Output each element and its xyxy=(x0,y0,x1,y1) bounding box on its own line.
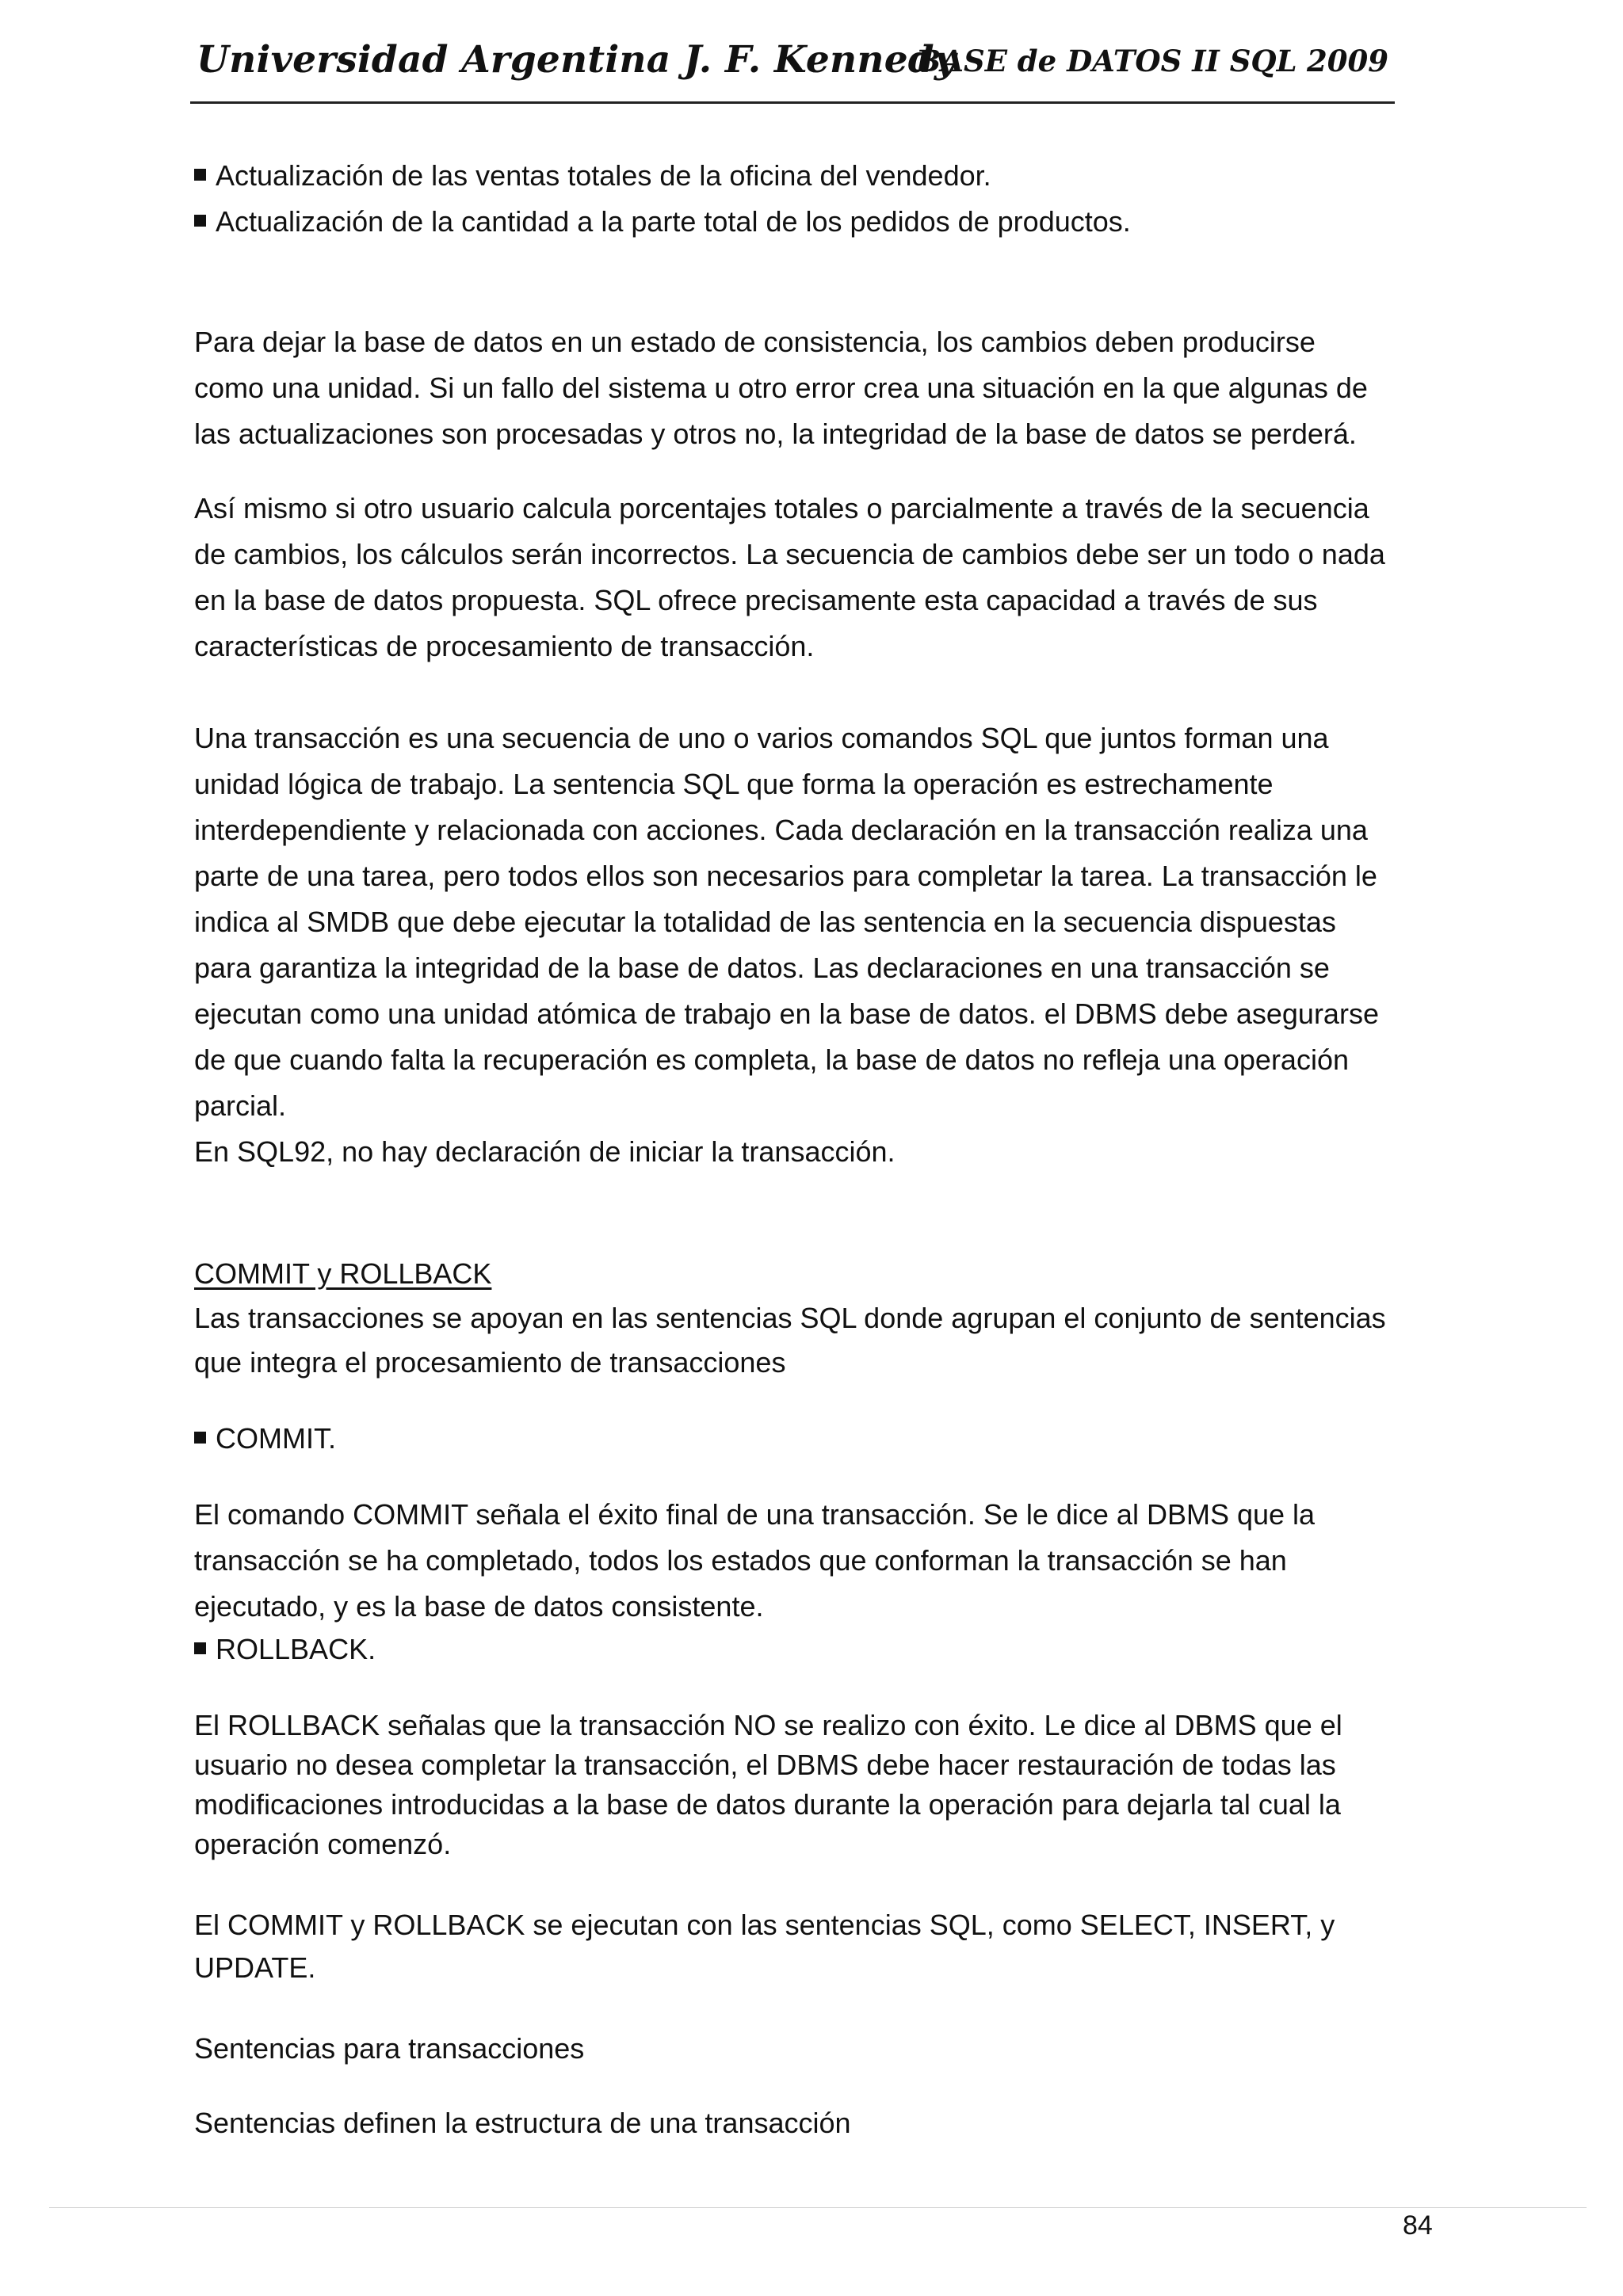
paragraph-line: las actualizaciones son procesadas y otros no, la integridad de la base de datos se perderá. xyxy=(194,418,1357,450)
footer-divider xyxy=(49,2207,1587,2208)
paragraph-line: Para dejar la base de datos en un estado de consistencia, los cambios deben producirse xyxy=(194,326,1316,358)
bullet-square-icon xyxy=(194,1642,206,1654)
paragraph-line: Las transacciones se apoyan en las sentencias SQL donde agrupan el conjunto de sentencias xyxy=(194,1302,1386,1334)
paragraph-line: ejecutado, y es la base de datos consistente. xyxy=(194,1590,764,1623)
paragraph-line: de que cuando falta la recuperación es completa, la base de datos no refleja una operación xyxy=(194,1043,1349,1076)
paragraph-line: como una unidad. Si un fallo del sistema u otro error crea una situación en la que algunas de xyxy=(194,372,1368,404)
paragraph-line: usuario no desea completar la transacción, el DBMS debe hacer restauración de todas las xyxy=(194,1749,1336,1781)
bullet-text: Actualización de las ventas totales de la oficina del vendedor. xyxy=(216,159,991,192)
paragraph-line: indica al SMDB que debe ejecutar la totalidad de las sentencia en la secuencia dispuestas xyxy=(194,906,1336,938)
paragraph-line: de cambios, los cálculos serán incorrectos. La secuencia de cambios debe ser un todo o nada xyxy=(194,538,1385,570)
header-year: 2009 xyxy=(1307,44,1388,78)
paragraph-line: ejecutan como una unidad atómica de trabajo en la base de datos. el DBMS debe asegurarse xyxy=(194,997,1379,1030)
header-course: BASE de DATOS II SQL xyxy=(916,44,1297,78)
paragraph-line: parte de una tarea, pero todos ellos son necesarios para completar la tarea. La transacción le xyxy=(194,860,1377,892)
paragraph-line: parcial. xyxy=(194,1089,287,1122)
paragraph-line: Así mismo si otro usuario calcula porcentajes totales o parcialmente a través de la secuencia xyxy=(194,492,1369,524)
page-number: 84 xyxy=(1403,2210,1433,2241)
bullet-square-icon xyxy=(194,169,206,181)
bullet-item-rollback xyxy=(194,1635,376,1664)
paragraph-line: UPDATE. xyxy=(194,1951,316,1984)
paragraph-line: El COMMIT y ROLLBACK se ejecutan con las sentencias SQL, como SELECT, INSERT, y xyxy=(194,1909,1335,1941)
bullet-item-commit xyxy=(194,1422,336,1455)
paragraph-line: interdependiente y relacionada con acciones. Cada declaración en la transacción realiza una xyxy=(194,814,1368,846)
bullet-square-icon xyxy=(194,1432,206,1444)
paragraph-line: El ROLLBACK señalas que la transacción NO se realizo con éxito. Le dice al DBMS que el xyxy=(194,1709,1342,1741)
bullet-text: ROLLBACK. xyxy=(216,1633,376,1665)
paragraph-line: El comando COMMIT señala el éxito final de una transacción. Se le dice al DBMS que la xyxy=(194,1498,1316,1531)
bullet-item xyxy=(194,205,1131,238)
bullet-text: COMMIT. xyxy=(216,1422,336,1455)
bullet-item xyxy=(194,159,991,192)
bullet-square-icon xyxy=(194,215,206,227)
header-university: Universidad Argentina J. F. Kennedy xyxy=(197,38,957,82)
paragraph-line: modificaciones introducidas a la base de datos durante la operación para dejarla tal cual la xyxy=(194,1788,1341,1821)
paragraph-line: unidad lógica de trabajo. La sentencia SQL que forma la operación es estrechamente xyxy=(194,768,1274,800)
paragraph-line: Sentencias para transacciones xyxy=(194,2032,585,2065)
paragraph-line: En SQL92, no hay declaración de iniciar la transacción. xyxy=(194,1135,896,1168)
bullet-text: Actualización de la cantidad a la parte total de los pedidos de productos. xyxy=(216,205,1131,238)
paragraph-line: en la base de datos propuesta. SQL ofrece precisamente esta capacidad a través de sus xyxy=(194,584,1318,616)
paragraph-line: para garantiza la integridad de la base de datos. Las declaraciones en una transacción se xyxy=(194,952,1330,984)
paragraph-line: que integra el procesamiento de transacciones xyxy=(194,1346,786,1379)
paragraph-line: Una transacción es una secuencia de uno o varios comandos SQL que juntos forman una xyxy=(194,722,1329,754)
page-header xyxy=(190,30,1395,104)
paragraph-line: operación comenzó. xyxy=(194,1828,452,1860)
paragraph-line: transacción se ha completado, todos los estados que conforman la transacción se han xyxy=(194,1544,1287,1577)
section-title: COMMIT y ROLLBACK xyxy=(194,1257,492,1290)
paragraph-line: características de procesamiento de transacción. xyxy=(194,630,815,662)
paragraph-line: Sentencias definen la estructura de una transacción xyxy=(194,2107,851,2139)
